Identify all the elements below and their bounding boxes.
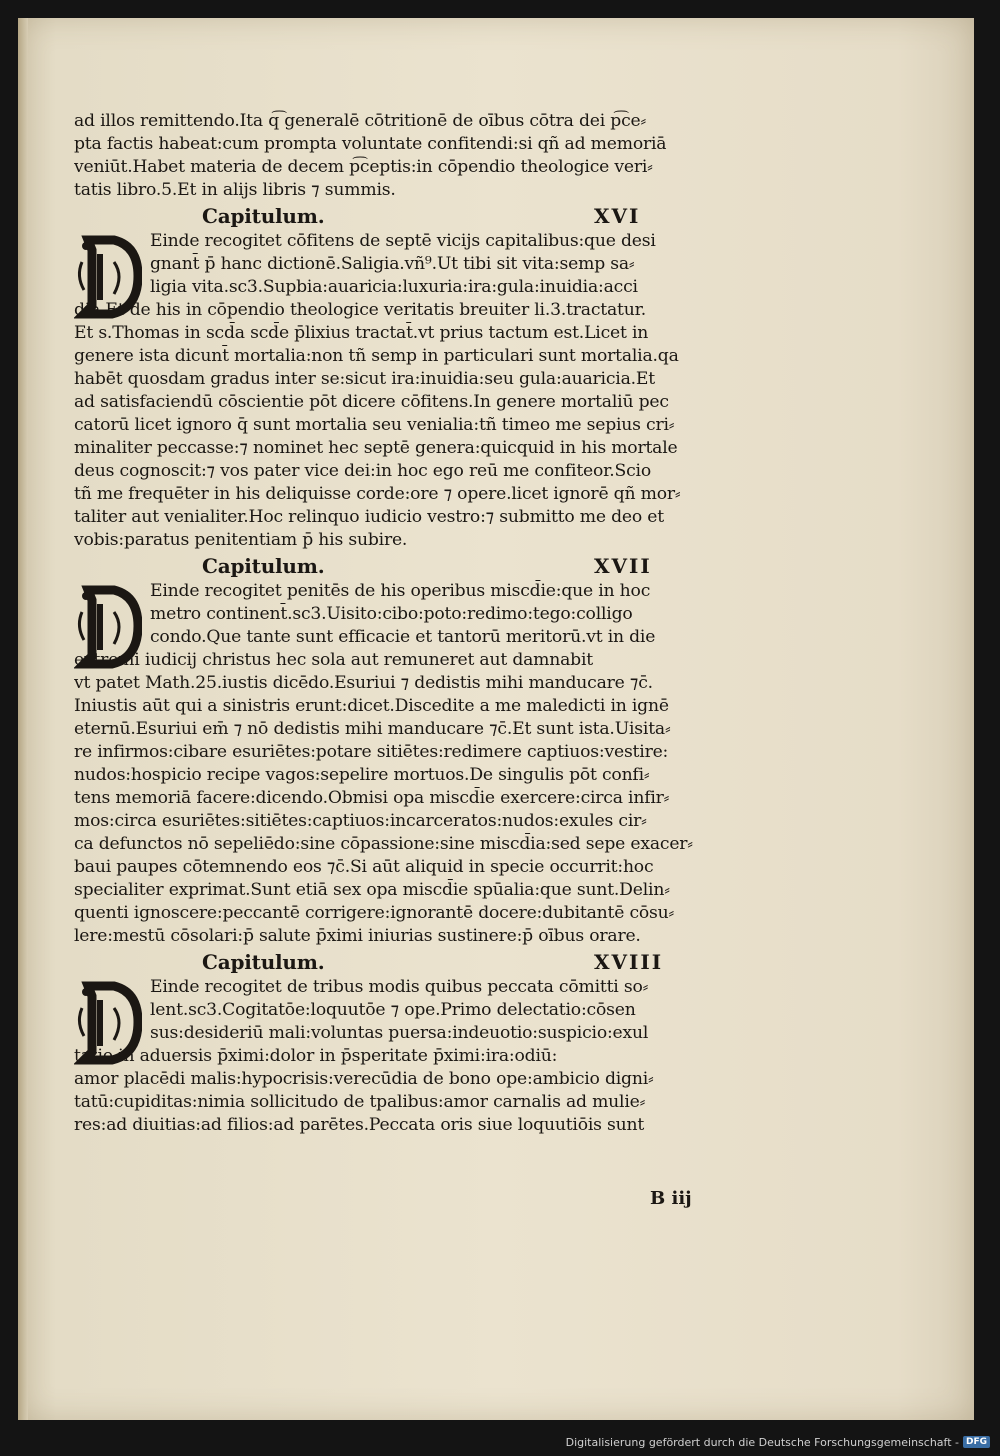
chapter-number: XVII [594,554,652,578]
text-line: amor placēdi malis:hypocrisis:verecūdia de bono ope:ambicio digni⸗ [74,1069,654,1089]
intro-paragraph [74,110,814,202]
text-line: re infirmos:cibare esuriētes:potare sitiētes:redimere captiuos:vestire: [74,742,669,762]
decorated-initial-d-icon [74,978,142,1066]
chapter-label: Capitulum. [202,554,325,578]
text-line: lere:mestū cōsolari:p̄ salute p̄ximi iniurias sustinere:p̄ oībus orare. [74,926,641,946]
text-line: tñ me frequēter in his deliquisse corde:ore ⁊ opere.licet ignorē qñ mor⸗ [74,484,681,504]
chapter-body [74,580,814,948]
text-line: condo.Que tante sunt efficacie et tantorū meritorū.vt in die [150,627,656,647]
book-page [18,18,974,1420]
text-line: quenti ignoscere:peccantē corrigere:ignorantē docere:dubitantē cōsu⸗ [74,903,675,923]
text-line: eternū.Esuriui em̄ ⁊ nō dedistis mihi manducare ⁊c̄.Et sunt ista.Uisita⸗ [74,719,671,739]
text-line: specialiter exprimat.Sunt etiā sex opa miscd̄ie spūalia:que sunt.Delin⸗ [74,880,670,900]
text-line: Einde recogitet cōfitens de septē vicijs capitalibus:que desi [150,231,656,251]
text-line: pta factis habeat:cum prompta voluntate confitendi:si qñ ad memoriā [74,134,667,154]
text-line: tens memoriā facere:dicendo.Obmisi opa miscd̄ie exercere:circa infir⸗ [74,788,670,808]
text-line: gnant̄ p̄ hanc dictionē.Saligia.vñ⁹.Ut tibi sit vita:semp sa⸗ [150,254,635,274]
text-line: Einde recogitet penitēs de his operibus miscd̄ie:que in hoc [150,581,651,601]
text-line: mos:circa esuriētes:sitiētes:captiuos:incarceratos:nudos:exules cir⸗ [74,811,647,831]
dfg-logo-icon: DFG [963,1436,990,1448]
chapter-body [74,976,814,1137]
text-line: ad satisfaciendū cōscientie pōt dicere cōfitens.In genere mortaliū pec [74,392,669,412]
text-line: Et s.Thomas in scd̄a scd̄e p̄lixius tractat̄.vt prius tactum est.Licet in [74,323,649,343]
decorated-initial-d-icon [74,232,142,320]
text-line: tatis libro.5.Et in alijs libris ⁊ summis. [74,180,396,200]
decorated-initial-d-icon [74,582,142,670]
text-line: Iniustis aūt qui a sinistris erunt:dicet.Discedite a me maledicti in ignē [74,696,669,716]
text-line: deus cognoscit:⁊ vos pater vice dei:in hoc ego reū me confiteor.Scio [74,461,651,481]
text-line: extremi iudicij christus hec sola aut remuneret aut damnabit [74,650,593,670]
chapter-heading [74,202,814,230]
text-line: genere ista dicunt̄ mortalia:non tñ semp in particulari sunt mortalia.qa [74,346,679,366]
chapter-number: XVIII [594,950,664,974]
text-line: catorū licet ignoro q̄ sunt mortalia seu venialia:tñ timeo me sepius cri⸗ [74,415,675,435]
text-line: vt patet Math.25.iustis dicēdo.Esuriui ⁊ dedistis mihi manducare ⁊c̄. [74,673,653,693]
chapter-label: Capitulum. [202,204,325,228]
chapter-section [74,202,814,552]
text-line: veniūt.Habet materia de decem p͡ceptis:in cōpendio theologice veri⸗ [74,157,653,177]
text-line: tatio in aduersis p̄ximi:dolor in p̄speritate p̄ximi:ira:odiū: [74,1046,558,1066]
chapter-number: XVI [594,204,641,228]
text-line: vobis:paratus penitentiam p̄ his subire. [74,530,408,550]
text-line: habēt quosdam gradus inter se:sicut ira:inuidia:seu gula:auaricia.Et [74,369,655,389]
chapter-heading [74,552,814,580]
text-line: ad illos remittendo.Ita q͡ generalē cōtritionē de oībus cōtra dei p͡ce⸗ [74,111,647,131]
text-line: ca defunctos nō sepeliēdo:sine cōpassione:sine miscd̄ia:sed sepe exacer⸗ [74,834,693,854]
text-line: sus:desideriū mali:voluntas puersa:indeuotio:suspicio:exul [150,1023,649,1043]
page-gutter-edge [18,18,28,1420]
text-line: minaliter peccasse:⁊ nominet hec septē genera:quicquid in his mortale [74,438,678,458]
text-line: ligia vita.sc3.Supbia:auaricia:luxuria:ira:gula:inuidia:acci [150,277,638,297]
chapter-label: Capitulum. [202,950,325,974]
chapter-section [74,552,814,948]
text-line: baui paupes cōtemnendo eos ⁊c̄.Si aūt aliquid in specie occurrit:hoc [74,857,654,877]
chapter-section [74,948,814,1137]
digitization-footer [566,1433,990,1451]
chapter-body [74,230,814,552]
signature-mark: B iij [650,1188,692,1209]
text-line: lent.sc3.Cogitatōe:loquutōe ⁊ ope.Primo delectatio:cōsen [150,1000,636,1020]
text-line: metro continent̄.sc3.Uisito:cibo:poto:redimo:tego:colligo [150,604,633,624]
footer-credit-text: Digitalisierung gefördert durch die Deutsche Forschungsgemeinschaft - [565,1435,959,1449]
text-line: dia.Et de his in cōpendio theologice veritatis breuiter li.3.tractatur. [74,300,646,320]
text-line: taliter aut venialiter.Hoc relinquo iudicio vestro:⁊ submitto me deo et [74,507,664,527]
text-line: res:ad diuitias:ad filios:ad parētes.Peccata oris siue loquutiōis sunt [74,1115,645,1135]
text-line: tatū:cupiditas:nimia sollicitudo de tpalibus:amor carnalis ad mulie⸗ [74,1092,646,1112]
text-line: nudos:hospicio recipe vagos:sepelire mortuos.De singulis pōt confi⸗ [74,765,650,785]
text-block [74,110,814,1137]
chapter-heading [74,948,814,976]
chapters-container [74,202,814,1137]
text-line: Einde recogitet de tribus modis quibus peccata cōmitti so⸗ [150,977,649,997]
